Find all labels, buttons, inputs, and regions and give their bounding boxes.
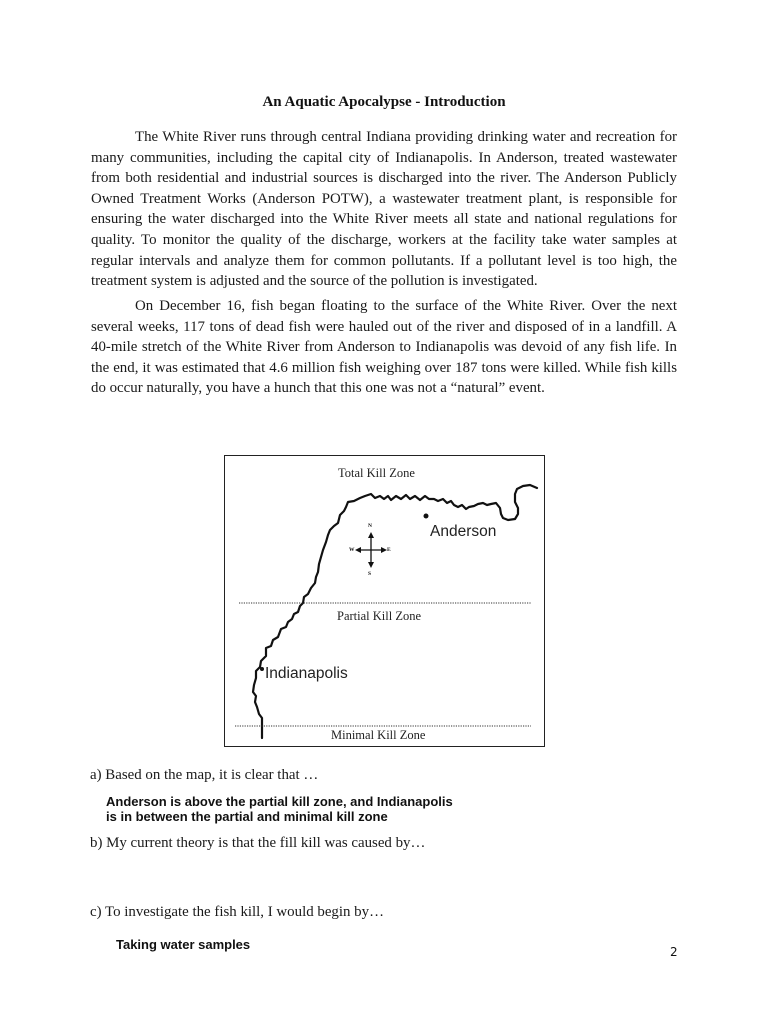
page-title: An Aquatic Apocalypse - Introduction: [262, 94, 506, 110]
intro-paragraph-1: The White River runs through central Indiana providing drinking water and recreation for many communities, including the capital city of Indianapolis. In Anderson, treated wastewater from both residential and industrial sources is discharged into the river. The Anderson Publicly Owned Treatment Works (Anderson POTW), a wastewater treatment plant, is responsible for ensuring the water discharged into the White River meets all state and national regulations for quality. To monitor the quality of the discharge, workers at the facility take water samples at regular intervals and analyze them for common pollutants. If a pollutant level is too high, the treatment system is adjusted and the source of the pollution is investigated.: [91, 129, 677, 290]
intro-paragraph-2: On December 16, fish began floating to the surface of the White River. Over the next several weeks, 117 tons of dead fish were hauled out of the river and disposed of in a landfill. A 40-mile stretch of the White River from Anderson to Indianapolis was devoid of any fish life. In the end, it was estimated that 4.6 million fish weighing over 187 tons were killed. While fish kills do occur naturally, you have a hunch that this one was not a “natural” event.: [91, 298, 677, 397]
answer-c: Taking water samples: [116, 937, 251, 952]
indianapolis-dot: [260, 667, 264, 671]
page-number: 2: [670, 945, 678, 959]
compass-rose: [355, 532, 387, 568]
question-a: a) Based on the map, it is clear that …: [90, 767, 319, 783]
anderson-label: Anderson: [430, 523, 497, 540]
compass-west-label: W: [349, 547, 355, 553]
total-kill-zone-label: Total Kill Zone: [338, 466, 415, 480]
river-drawing: [225, 456, 546, 748]
partial-kill-zone-label: Partial Kill Zone: [337, 609, 422, 623]
indianapolis-label: Indianapolis: [265, 665, 348, 682]
answer-a-line-2: is in between the partial and minimal kill zone: [106, 809, 388, 824]
question-b: b) My current theory is that the fill kill was caused by…: [90, 835, 426, 851]
compass-east-label: E: [387, 547, 391, 553]
minimal-kill-zone-label: Minimal Kill Zone: [331, 728, 426, 742]
compass-south-label: S: [368, 571, 372, 577]
anderson-dot: [424, 514, 429, 519]
question-c: c) To investigate the fish kill, I would begin by…: [90, 904, 384, 920]
kill-zone-map: [224, 455, 545, 747]
compass-north-label: N: [368, 523, 372, 529]
answer-a-line-1: Anderson is above the partial kill zone, and Indianapolis: [106, 794, 453, 809]
